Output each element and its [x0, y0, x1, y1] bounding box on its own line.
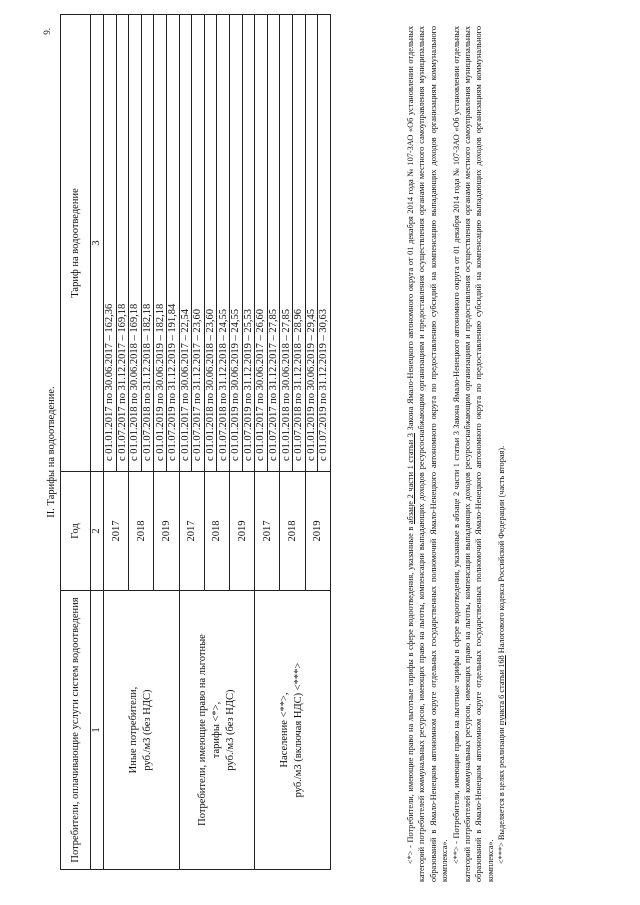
- year-cell: 2017: [104, 472, 129, 591]
- tariff-period: с 01.01.2019 по 30.06.2019 – 182,18: [154, 15, 167, 472]
- tariff-period: с 01.07.2018 по 31.12.2018 – 28,96: [292, 15, 305, 472]
- tariff-period: с 01.07.2019 по 31.12.2019 – 25,53: [242, 15, 255, 472]
- tariff-period: с 01.07.2019 по 31.12.2019 – 30,63: [318, 15, 331, 472]
- year-cell: 2017: [179, 472, 204, 591]
- group-label-other: [104, 591, 180, 870]
- tariff-period: с 01.07.2017 по 31.12.2017 – 23,60: [192, 15, 205, 472]
- footnote-1: [405, 26, 451, 882]
- footnote-text: Налогового кодекса Российской Федерации (часть вторая).: [497, 445, 507, 656]
- tariff-period: с 01.01.2017 по 30.06.2017 – 26,60: [255, 15, 268, 472]
- year-cell: 2017: [255, 472, 280, 591]
- tariff-period: с 01.07.2019 по 31.12.2019 – 191,84: [166, 15, 179, 472]
- header-tariff: Тариф на водоотведение: [61, 15, 91, 472]
- tariff-period: с 01.07.2018 по 31.12.2018 – 182,18: [141, 15, 154, 472]
- footnote-text: <*> - Потребители, имеющие право на льготные тарифы в сфере водоотведения, указанные в: [406, 524, 415, 864]
- tariff-period: с 01.01.2018 по 30.06.2018 – 23,60: [204, 15, 217, 472]
- group-label-privileged: [179, 591, 255, 870]
- group-label-line: тарифы <*>,: [210, 701, 222, 759]
- tariff-period: с 01.01.2017 по 30.06.2017 – 22,54: [179, 15, 192, 472]
- year-cell: 2019: [305, 472, 330, 591]
- tariff-period: с 01.07.2018 по 31.12.2018 – 24,55: [217, 15, 230, 472]
- group-label-line: руб./м3 (без НДС): [224, 689, 236, 771]
- group-label-line: Население <**>,: [279, 692, 291, 768]
- index-cell: 3: [91, 15, 104, 472]
- year-cell: 2018: [280, 472, 305, 591]
- tariff-period: с 01.01.2019 по 30.06.2019 – 29,45: [305, 15, 318, 472]
- tariff-period: с 01.01.2017 по 30.06.2017 – 162,36: [104, 15, 117, 472]
- footnote-text: <***> Выделяется в целях реализации: [497, 725, 507, 864]
- tariff-period: с 01.07.2017 по 31.12.2017 – 169,18: [116, 15, 129, 472]
- section-title: II. Тарифы на водоотведение.: [46, 386, 57, 518]
- tariff-period: с 01.01.2018 по 30.06.2018 – 169,18: [129, 15, 142, 472]
- index-row: [91, 15, 104, 870]
- footnote-2: <**> - Потребители, имеющие право на льготные тарифы в сфере водоотведения, указанные в абзаце 2 части 1 статьи 3 Закона Ямало-Ненецкого автономного округа от 01 декабря 2014 года № 107-ЗАО «Об установлении отдельных категорий потребителей коммунальных ресурсов, имеющих право на льготы, компенсации выпадающих доходов ресурсоснабжающим организациям и предоставления осуществления органами местного самоуправления муниципальных образований в Ямало-Ненецком автономном округе отдельных государственных полномочий Ямало-Ненецкого автономного округа по предоставлению субсидий на компенсацию выпадающих доходов организациям коммунального комплекса».: [451, 26, 495, 882]
- group-label-line: Иные потребители,: [128, 686, 140, 774]
- group-label-line: Потребители, имеющие право на льготные: [196, 634, 208, 826]
- header-consumers: Потребители, оплачивающие услуги систем водоотведения: [61, 591, 91, 870]
- tariff-table: [60, 14, 331, 870]
- group-label-line: руб./м3 (включая НДС) <***>: [293, 662, 305, 798]
- group-label-population: [255, 591, 331, 870]
- footnote-text: Закона Ямало-Ненецкого автономного округа от 01 декабря 2014 года № 107-ЗАО «Об установлении отдельных категорий потребителей коммунальных ресурсов, имеющих право на льготы, компенсации выпадающих доходов ресурсоснабжающим организациям и предоставления осуществления органами местного самоуправления муниципальных образований в Ямало-Ненецком автономном округе отдельных государственных полномочий Ямало-Ненецкого автономного округа по предоставлению субсидий на компенсацию выпадающих доходов организациям коммунального комплекса».: [406, 26, 450, 882]
- footnotes: [405, 26, 508, 882]
- tariff-period: с 01.07.2017 по 31.12.2017 – 27,85: [267, 15, 280, 472]
- year-cell: 2018: [204, 472, 229, 591]
- page-number: 9.: [42, 28, 52, 35]
- index-cell: 1: [91, 591, 104, 870]
- year-cell: 2019: [154, 472, 179, 591]
- index-cell: 2: [91, 472, 104, 591]
- footnote-3: [496, 26, 507, 882]
- header-year: Год: [61, 472, 91, 591]
- group-label-line: руб./м3 (без НДС): [142, 689, 154, 771]
- tariff-period: с 01.01.2018 по 30.06.2018 – 27,85: [280, 15, 293, 472]
- year-cell: 2019: [229, 472, 254, 591]
- year-cell: 2018: [129, 472, 154, 591]
- tax-code-reference-link[interactable]: пункта 6 статьи 168: [497, 655, 507, 726]
- rotated-page: [40, 22, 640, 882]
- tariff-period: с 01.01.2019 по 30.06.2019 – 24,55: [229, 15, 242, 472]
- law-reference-link[interactable]: абзаце 2 части 1 статьи 3: [406, 433, 415, 525]
